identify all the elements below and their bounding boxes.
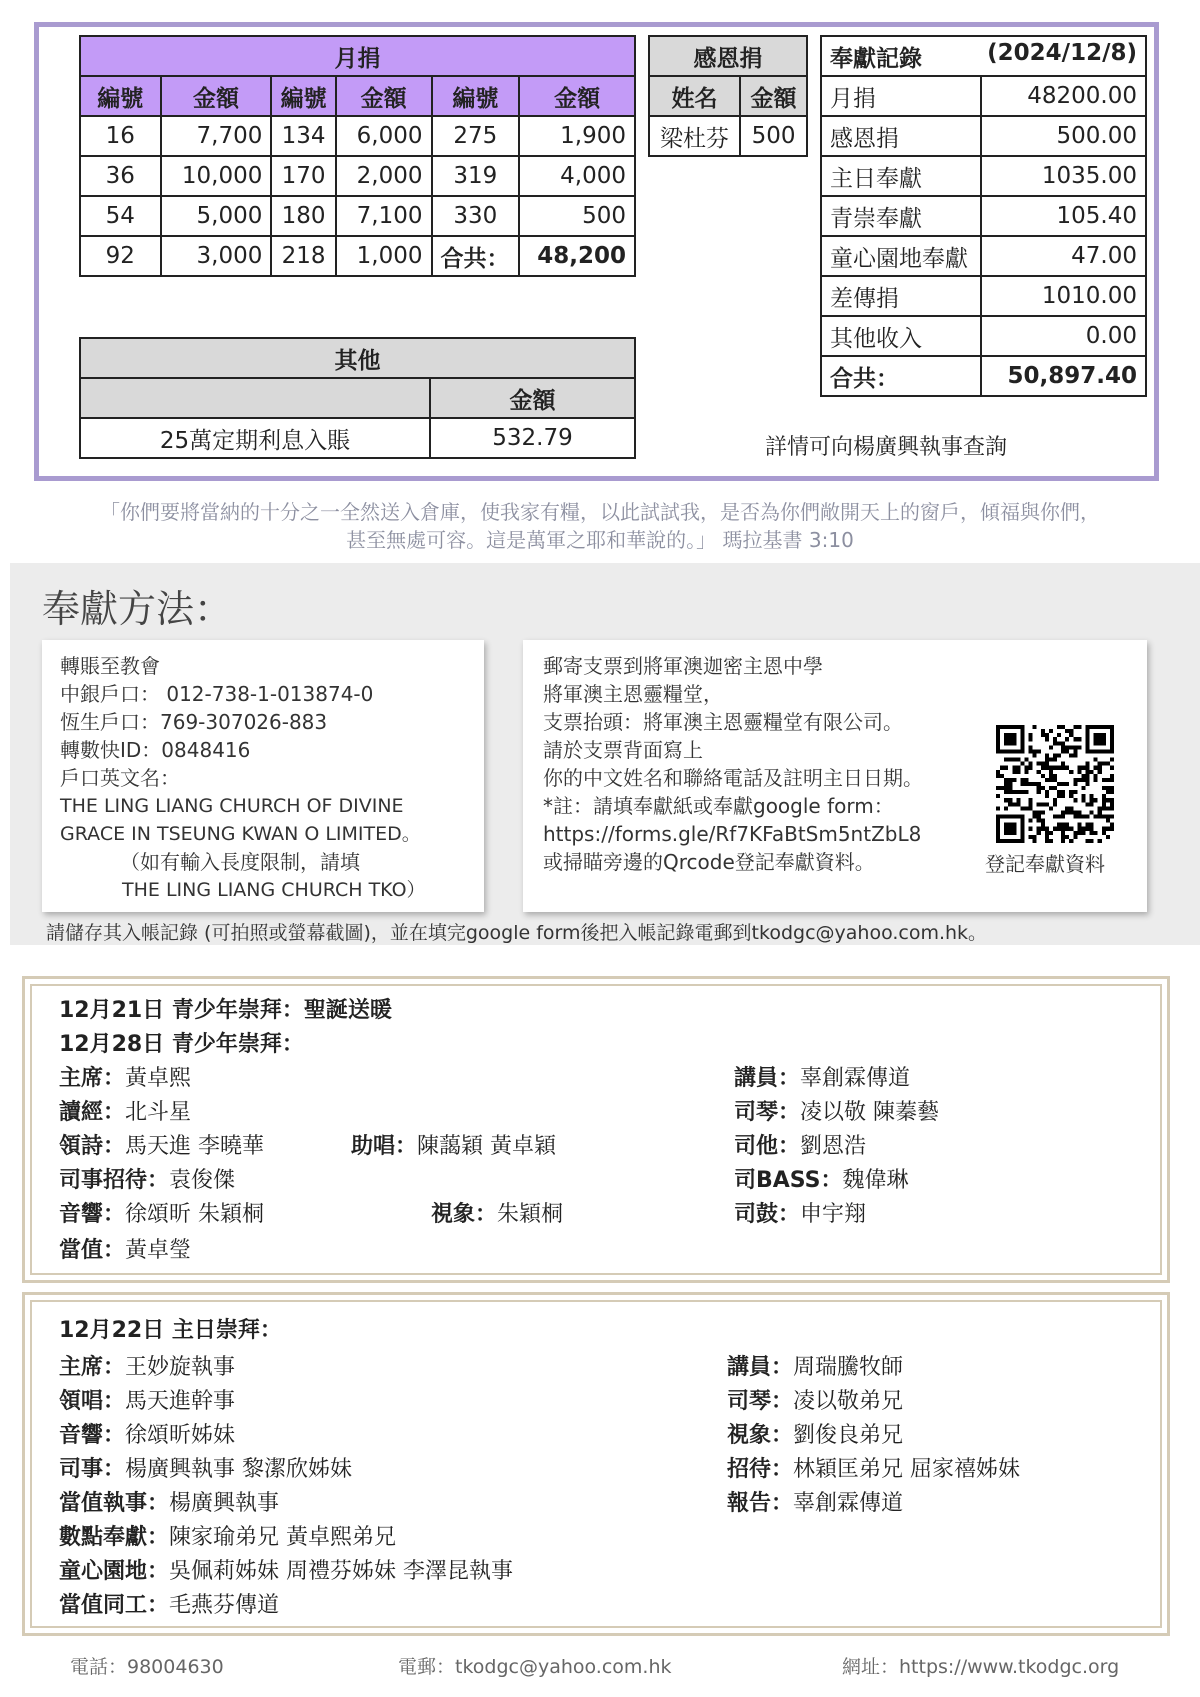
cell: 92 <box>80 236 161 276</box>
cell: 4,000 <box>519 156 635 196</box>
col-header-empty <box>80 378 430 418</box>
col-header: 金額 <box>161 76 272 116</box>
total-label: 合共： <box>432 236 520 276</box>
cell: 7,100 <box>336 196 432 236</box>
role-sound: 音響：徐頌昕姊妹 <box>59 1423 236 1448</box>
role-usher: 司事：楊廣興執事 黎潔欣姊妹 <box>59 1457 353 1482</box>
role-visual: 視象：朱穎桐 <box>431 1202 564 1227</box>
total-value: 48,200 <box>519 236 635 276</box>
role-speaker: 講員：辜創霖傳道 <box>734 1066 911 1091</box>
cell: 月捐 <box>821 76 981 116</box>
account-short-name: THE LING LIANG CHURCH TKO） <box>122 879 426 901</box>
text-line: 轉賬至教會 <box>60 654 160 678</box>
cell: 主日奉獻 <box>821 156 981 196</box>
text-line: 將軍澳主恩靈糧堂， <box>543 682 723 706</box>
account-name: GRACE IN TSEUNG KWAN O LIMITED。 <box>60 823 421 845</box>
total-value: 50,897.40 <box>981 356 1146 396</box>
table-row <box>80 196 635 236</box>
cell: 319 <box>432 156 520 196</box>
cell: 218 <box>271 236 335 276</box>
col-header: 金額 <box>519 76 635 116</box>
youth-line-1: 12月21日 青少年崇拜：聖誕送暖 <box>59 998 392 1023</box>
role-report: 報告：辜創霖傳道 <box>727 1491 904 1516</box>
others-table <box>79 337 636 459</box>
cell: 48200.00 <box>981 76 1146 116</box>
footer-website[interactable]: 網址：https://www.tkodgc.org <box>842 1656 1120 1678</box>
bank-transfer-card <box>42 640 484 912</box>
cell: 童心園地奉獻 <box>821 236 981 276</box>
cell: 16 <box>80 116 161 156</box>
cell: 134 <box>271 116 335 156</box>
cell: 差傳捐 <box>821 276 981 316</box>
role-reading: 讀經：北斗星 <box>59 1100 192 1125</box>
table-row <box>821 356 1146 396</box>
cell: 36 <box>80 156 161 196</box>
text-line: （如有輸入長度限制，請填 <box>120 850 360 874</box>
sunday-title: 12月22日 主日崇拜： <box>59 1318 282 1343</box>
cell: 1035.00 <box>981 156 1146 196</box>
col-header: 編號 <box>80 76 161 116</box>
cell: 170 <box>271 156 335 196</box>
role-duty-deacon: 當值執事：楊廣興執事 <box>59 1491 280 1516</box>
text-line: 你的中文姓名和聯絡電話及註明主日日期。 <box>543 766 923 790</box>
role-poem: 領詩：馬天進 李曉華 <box>59 1134 265 1159</box>
cell: 105.40 <box>981 196 1146 236</box>
cell: 10,000 <box>161 156 272 196</box>
thanksgiving-title: 感恩捐 <box>649 36 807 76</box>
record-date: (2024/12/8) <box>987 39 1137 66</box>
text-line: 請於支票背面寫上 <box>543 738 703 762</box>
footer-phone: 電話：98004630 <box>70 1656 224 1678</box>
role-drum: 司鼓：申宇翔 <box>734 1202 867 1227</box>
role-usher: 司事招待：袁俊傑 <box>59 1168 236 1193</box>
table-row <box>821 316 1146 356</box>
others-title: 其他 <box>80 338 635 378</box>
qr-label: 登記奉獻資料 <box>985 852 1105 876</box>
text-line: 轉數快ID：0848416 <box>60 738 251 762</box>
role-chair: 主席：王妙旋執事 <box>59 1355 236 1380</box>
monthly-title: 月捐 <box>80 36 635 76</box>
youth-service-frame <box>22 976 1170 1283</box>
text-line: 戶口英文名： <box>60 766 180 790</box>
role-speaker: 講員：周瑞騰牧師 <box>727 1355 904 1380</box>
role-kids: 童心園地：吳佩莉姊妹 周禮芬姊妹 李澤昆執事 <box>59 1559 514 1584</box>
table-row <box>80 116 635 156</box>
table-row <box>821 236 1146 276</box>
bible-verse <box>40 498 1160 554</box>
cell: 6,000 <box>336 116 432 156</box>
cell: 275 <box>432 116 520 156</box>
inquiry-note: 詳情可向楊廣興執事查詢 <box>765 435 1008 460</box>
cell: 47.00 <box>981 236 1146 276</box>
record-header <box>821 36 1146 76</box>
cell: 54 <box>80 196 161 236</box>
col-header: 編號 <box>271 76 335 116</box>
role-count: 數點奉獻：陳家瑜弟兄 黃卓熙弟兄 <box>59 1525 397 1550</box>
role-visual: 視象：劉俊良弟兄 <box>727 1423 904 1448</box>
cell: 500 <box>519 196 635 236</box>
text-line: 恆生戶口：769-307026-883 <box>60 710 328 734</box>
total-label: 合共： <box>821 356 981 396</box>
cell: 2,000 <box>336 156 432 196</box>
role-guitar: 司他：劉恩浩 <box>734 1134 867 1159</box>
youth-line-2: 12月28日 青少年崇拜： <box>59 1032 304 1057</box>
cell: 7,700 <box>161 116 272 156</box>
cell: 其他收入 <box>821 316 981 356</box>
table-row <box>821 116 1146 156</box>
col-header: 姓名 <box>649 76 740 116</box>
role-assist: 助唱：陳藹穎 黃卓穎 <box>351 1134 557 1159</box>
text-line: *註：請填奉獻紙或奉獻google form： <box>543 794 894 818</box>
cell: 青崇奉獻 <box>821 196 981 236</box>
cell: 1,000 <box>336 236 432 276</box>
qr-code-icon[interactable] <box>996 725 1114 843</box>
methods-note: 請儲存其入帳記錄 (可拍照或螢幕截圖)，並在填完google form後把入帳記錄電郵到tkodgc@yahoo.com.hk。 <box>46 922 988 944</box>
role-sound: 音響：徐頌昕 朱穎桐 <box>59 1202 265 1227</box>
methods-title: 奉獻方法： <box>42 587 233 631</box>
record-title: 奉獻記錄 <box>830 45 922 72</box>
text-line: 郵寄支票到將軍澳迦密主恩中學 <box>543 654 823 678</box>
col-header: 編號 <box>432 76 520 116</box>
table-row <box>821 276 1146 316</box>
account-name: THE LING LIANG CHURCH OF DIVINE <box>60 795 404 817</box>
col-header: 金額 <box>430 378 635 418</box>
table-row <box>821 156 1146 196</box>
form-link[interactable]: https://forms.gle/Rf7KFaBtSm5ntZbL8 <box>543 822 922 846</box>
thanksgiving-table <box>648 35 808 157</box>
role-piano: 司琴：凌以敬 陳蓁藝 <box>734 1100 940 1125</box>
cell: 0.00 <box>981 316 1146 356</box>
text-line: 支票抬頭：將軍澳主恩靈糧堂有限公司。 <box>543 710 903 734</box>
role-bass: 司BASS：魏偉琳 <box>734 1168 909 1193</box>
table-row <box>80 236 635 276</box>
role-staff: 當值同工：毛燕芬傳道 <box>59 1593 280 1618</box>
col-header: 金額 <box>740 76 807 116</box>
cell: 500 <box>740 116 807 156</box>
role-lead: 領唱：馬天進幹事 <box>59 1389 236 1414</box>
cell: 330 <box>432 196 520 236</box>
cell: 180 <box>271 196 335 236</box>
text-line: 或掃瞄旁邊的Qrcode登記奉獻資料。 <box>543 850 875 874</box>
cell: 5,000 <box>161 196 272 236</box>
cell: 3,000 <box>161 236 272 276</box>
verse-line: 「你們要將當納的十分之一全然送入倉庫，使我家有糧，以此試試我，是否為你們敞開天上的窗戶，傾福與你們， <box>100 500 1100 524</box>
cell: 1010.00 <box>981 276 1146 316</box>
role-chair: 主席：黃卓熙 <box>59 1066 192 1091</box>
col-header: 金額 <box>336 76 432 116</box>
offering-record-table <box>820 35 1147 397</box>
role-piano: 司琴：凌以敬弟兄 <box>727 1389 904 1414</box>
cell: 500.00 <box>981 116 1146 156</box>
table-row <box>80 418 635 458</box>
role-duty: 當值：黃卓瑩 <box>59 1238 192 1263</box>
cell: 1,900 <box>519 116 635 156</box>
footer-email[interactable]: 電郵：tkodgc@yahoo.com.hk <box>398 1656 672 1678</box>
table-row <box>649 116 807 156</box>
table-row <box>821 76 1146 116</box>
monthly-offering-table <box>79 35 636 277</box>
cell: 532.79 <box>430 418 635 458</box>
table-row <box>80 156 635 196</box>
role-welcome: 招待：林穎匡弟兄 屈家禧姊妹 <box>727 1457 1021 1482</box>
table-row <box>821 196 1146 236</box>
cell: 感恩捐 <box>821 116 981 156</box>
text-line: 中銀戶口： 012-738-1-013874-0 <box>60 682 374 706</box>
verse-line: 甚至無處可容。這是萬軍之耶和華說的。」 瑪拉基書 3:10 <box>346 528 854 552</box>
sunday-service-frame <box>22 1292 1170 1636</box>
cell: 25萬定期利息入賬 <box>80 418 430 458</box>
cell: 梁杜芬 <box>649 116 740 156</box>
